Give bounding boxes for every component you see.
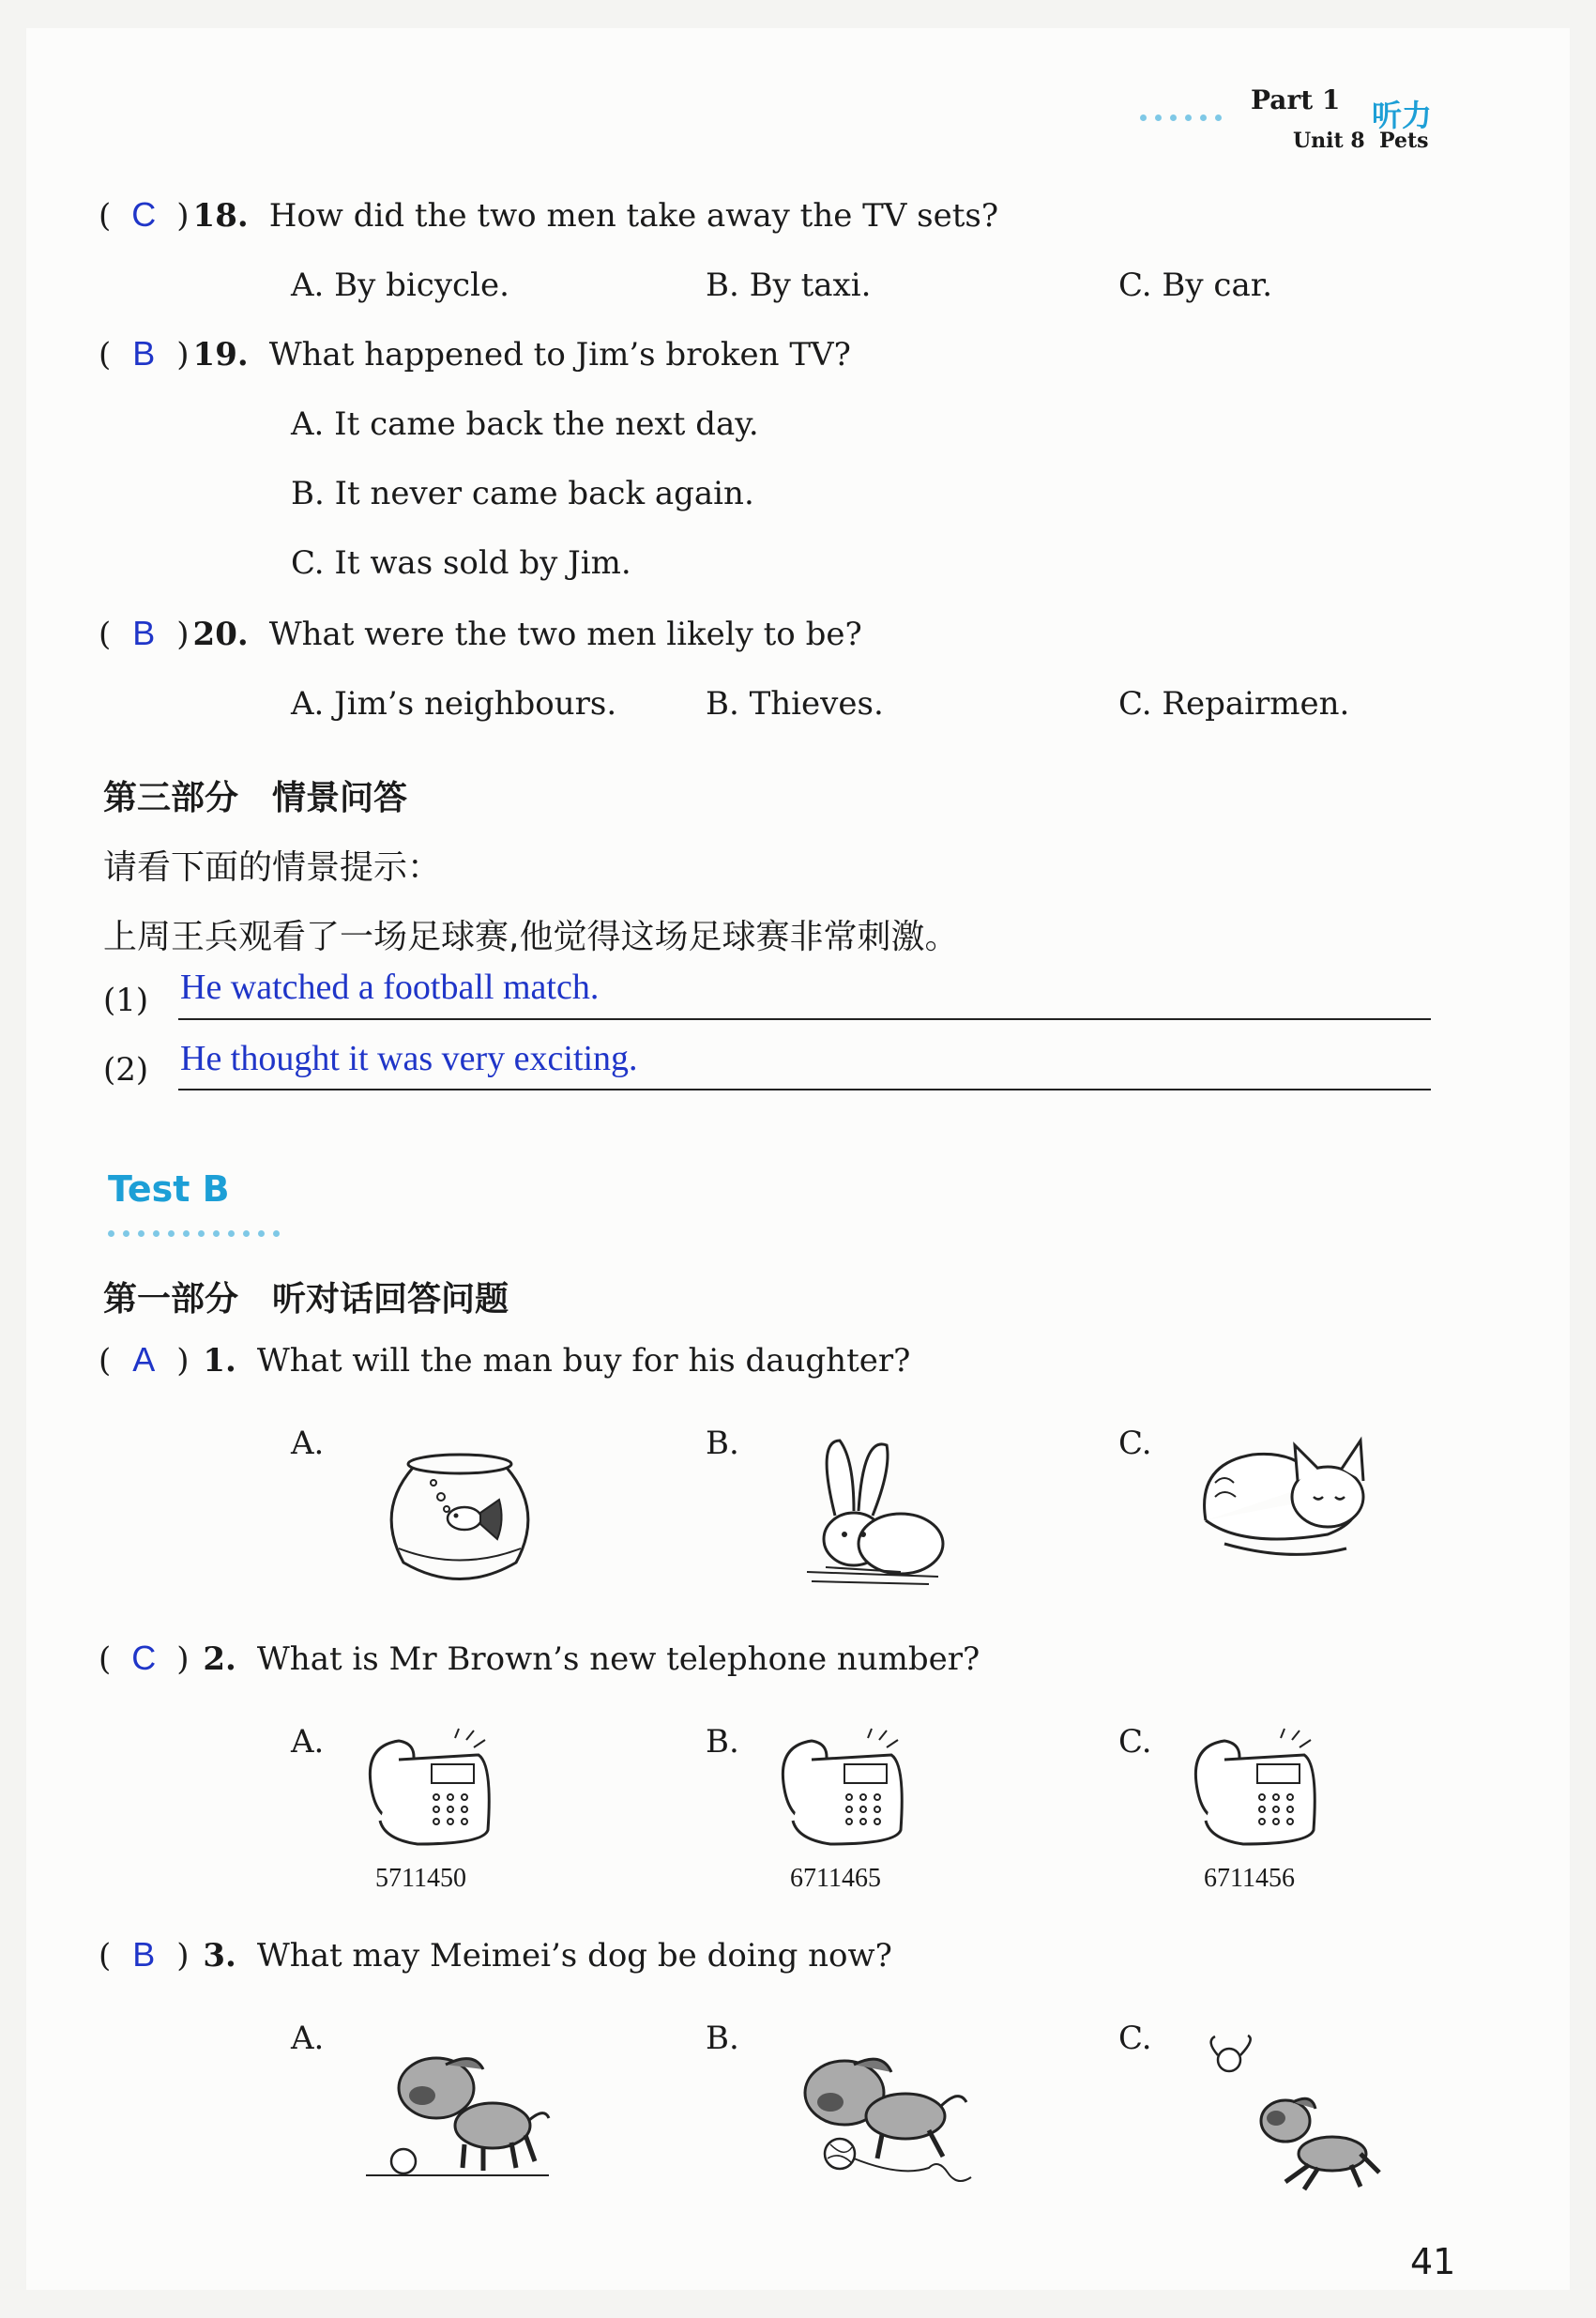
option-20-b: B. Thieves.: [706, 685, 884, 723]
header-part: Part 1: [1251, 84, 1341, 115]
header-unit: [1293, 129, 1429, 153]
question-number: 2.: [203, 1640, 236, 1678]
question-number: 18.: [192, 197, 249, 235]
question-text: What will the man buy for his daughter?: [256, 1342, 911, 1380]
question-20: ( B ) 20. What were the two men likely to be?: [99, 614, 862, 653]
b1-label-c: C.: [1118, 1425, 1152, 1462]
option-19-a: A. It came back the next day.: [291, 405, 759, 443]
rabbit-icon: [788, 1431, 957, 1600]
question-text: How did the two men take away the TV sets?: [268, 197, 999, 235]
phone-number-b: 6711465: [790, 1864, 881, 1893]
page-number: 41: [1410, 2241, 1456, 2282]
b3-label-b: B.: [706, 2020, 739, 2057]
test-b-title: Test B: [108, 1168, 230, 1210]
question-number: 1.: [203, 1342, 236, 1380]
question-text: What were the two men likely to be?: [268, 616, 862, 653]
answer-text-1: He watched a football match.: [180, 968, 600, 1007]
test-b-question-3: ( B ) 3. What may Meimei’s dog be doing now?: [99, 1935, 892, 1975]
header-section: 听力: [1372, 98, 1433, 133]
option-18-b: B. By taxi.: [706, 267, 872, 304]
sleeping-cat-icon: [1187, 1426, 1384, 1567]
question-number: 19.: [192, 336, 249, 374]
question-number: 3.: [203, 1937, 236, 1975]
question-text: What is Mr Brown’s new telephone number?: [256, 1640, 980, 1678]
test-b-dots: [108, 1223, 288, 1241]
answer-b1: A: [132, 1340, 156, 1379]
dog-chasing-bird-icon: [1192, 2032, 1389, 2201]
option-20-a: A. Jim’s neighbours.: [291, 685, 617, 723]
test-b-question-2: ( C ) 2. What is Mr Brown’s new telephone number?: [99, 1639, 980, 1678]
dog-with-yarn-icon: [788, 2036, 976, 2196]
header-unit-label: Unit 8: [1293, 129, 1365, 153]
telephone-icon: [774, 1727, 915, 1858]
answer-text-2: He thought it was very exciting.: [180, 1039, 638, 1078]
b1-label-b: B.: [706, 1425, 739, 1462]
question-number: 20.: [192, 616, 249, 653]
option-19-b: B. It never came back again.: [291, 475, 754, 512]
part3-scenario: 上周王兵观看了一场足球赛,他觉得这场足球赛非常刺激。: [103, 918, 959, 956]
b3-label-a: A.: [291, 2020, 325, 2057]
answer-20: B: [132, 614, 156, 652]
answer-b3: B: [132, 1935, 156, 1974]
question-text: What happened to Jim’s broken TV?: [268, 336, 851, 374]
b3-label-c: C.: [1118, 2020, 1152, 2057]
answer-19: B: [132, 334, 156, 373]
fishbowl-icon: [375, 1445, 544, 1595]
b2-label-c: C.: [1118, 1723, 1152, 1761]
b1-label-a: A.: [291, 1425, 325, 1462]
telephone-icon: [361, 1727, 502, 1858]
header-topic: Pets: [1379, 129, 1429, 153]
test-b-question-1: ( A ) 1. What will the man buy for his daughter?: [99, 1340, 911, 1380]
answer-18: C: [131, 195, 157, 234]
telephone-icon: [1187, 1727, 1328, 1858]
answer-label-2: (2): [103, 1051, 149, 1089]
dog-with-ball-icon: [361, 2041, 558, 2182]
b2-label-b: B.: [706, 1723, 739, 1761]
answer-line-2: [178, 1089, 1431, 1090]
part3-prompt: 请看下面的情景提示：: [103, 848, 442, 887]
answer-b2: C: [131, 1639, 157, 1677]
test-b-part1-heading: 第一部分 听对话回答问题: [103, 1280, 509, 1319]
answer-label-1: (1): [103, 982, 149, 1019]
header-dots: [1140, 107, 1230, 125]
answer-line-1: [178, 1018, 1431, 1020]
question-text: What may Meimei’s dog be doing now?: [256, 1937, 892, 1975]
option-19-c: C. It was sold by Jim.: [291, 544, 631, 582]
option-20-c: C. Repairmen.: [1118, 685, 1350, 723]
b2-label-a: A.: [291, 1723, 325, 1761]
option-18-c: C. By car.: [1118, 267, 1273, 304]
part3-heading: 第三部分 情景问答: [103, 779, 408, 817]
option-18-a: A. By bicycle.: [291, 267, 509, 304]
phone-number-c: 6711456: [1204, 1864, 1295, 1893]
phone-number-a: 5711450: [375, 1864, 466, 1893]
question-18: ( C ) 18. How did the two men take away the TV sets?: [99, 195, 999, 235]
question-19: ( B ) 19. What happened to Jim’s broken TV?: [99, 334, 851, 374]
